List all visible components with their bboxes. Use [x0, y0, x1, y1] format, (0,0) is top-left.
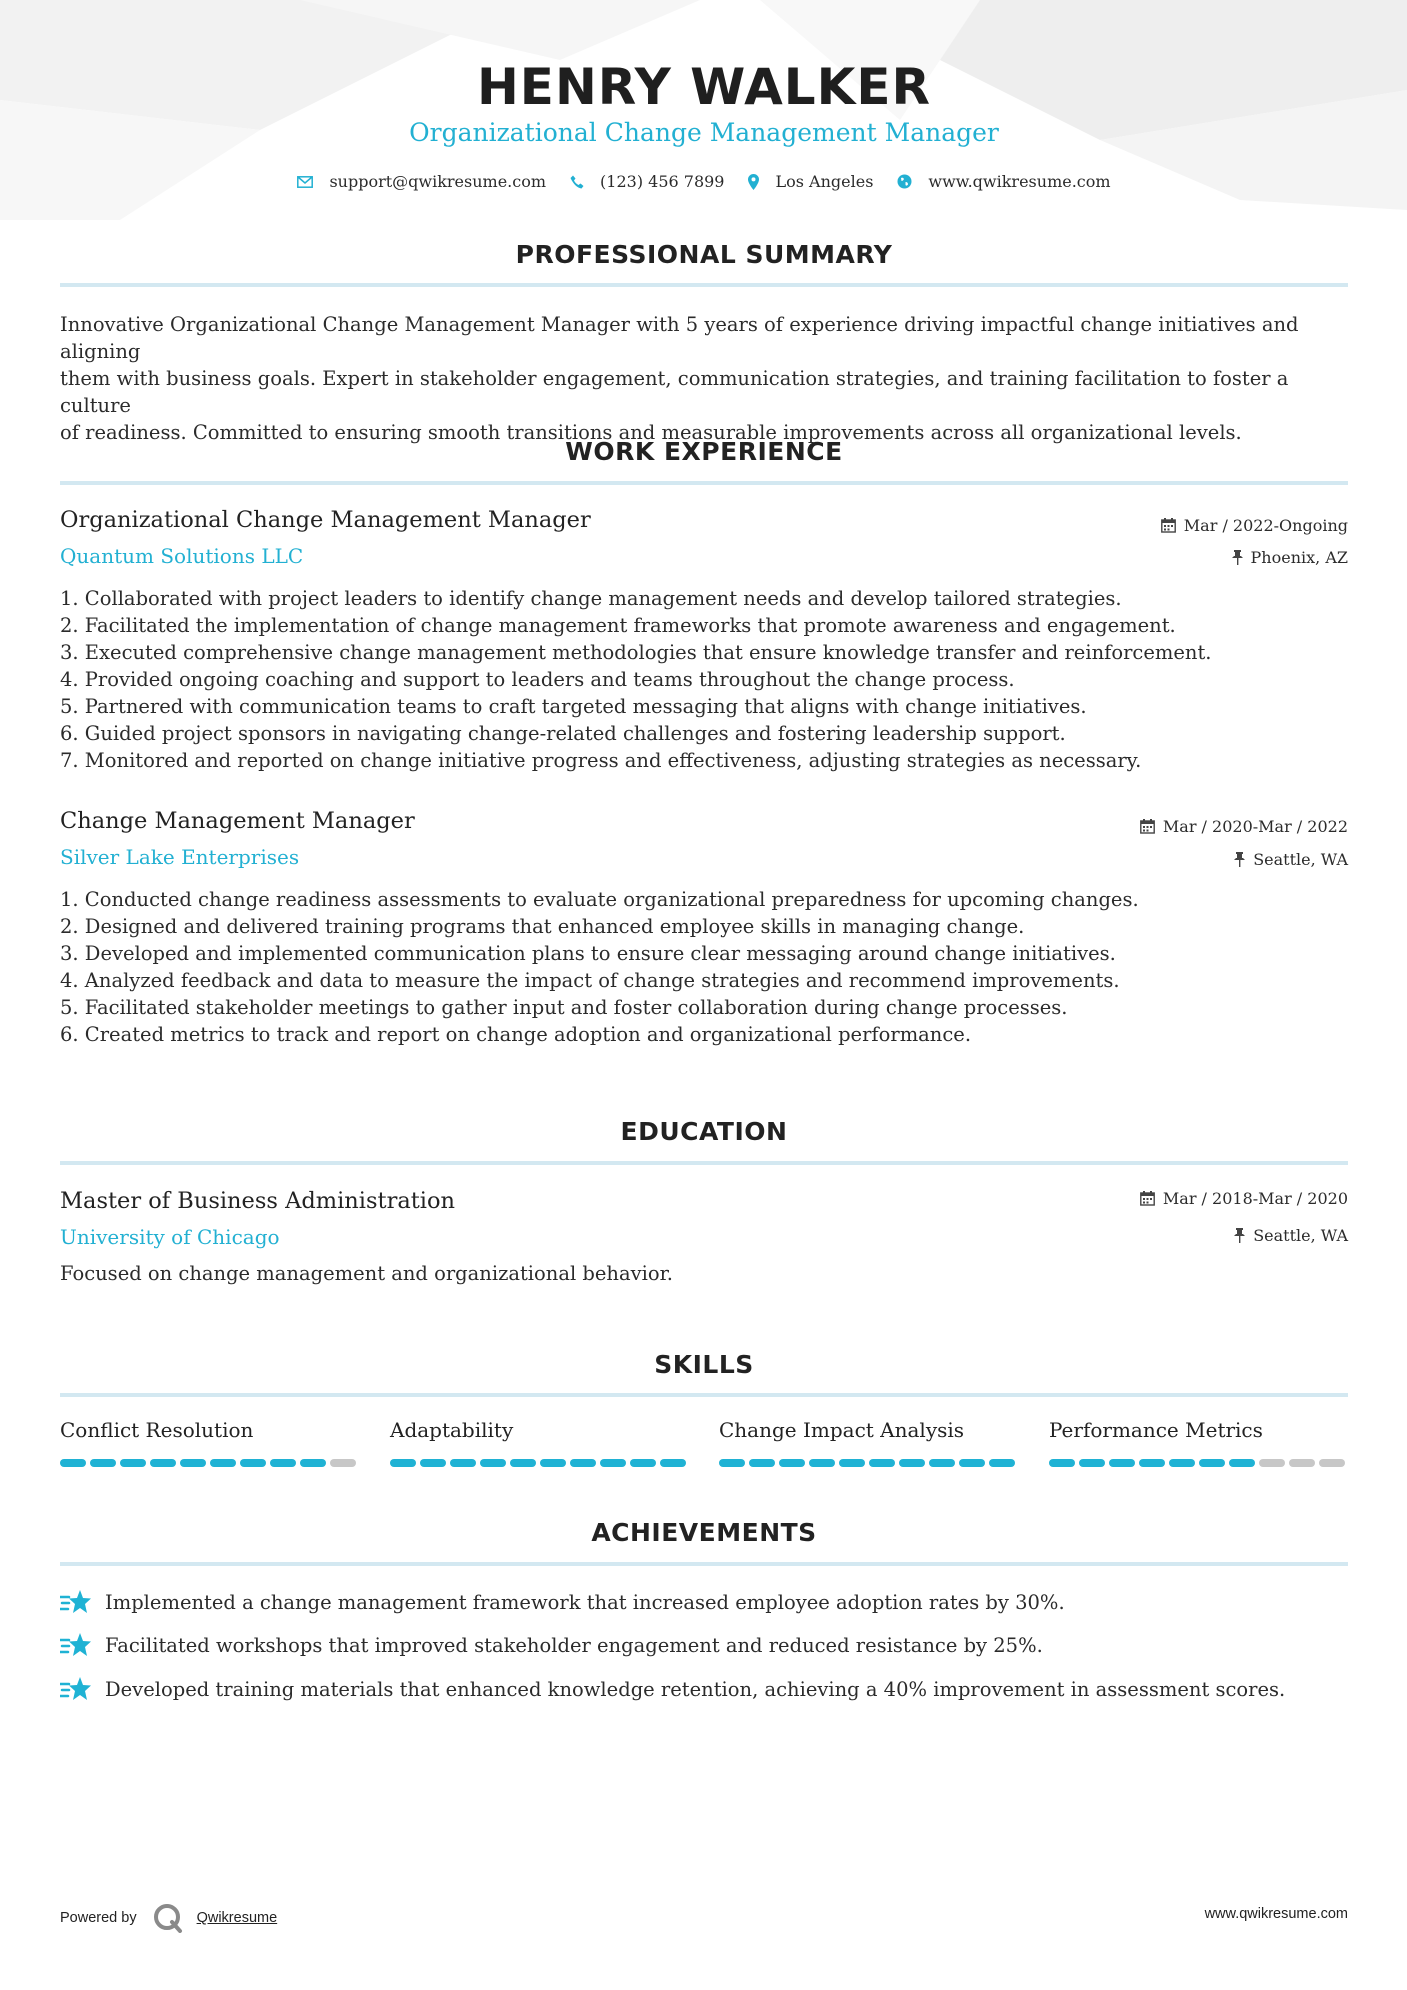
job-bullet: 4. Analyzed feedback and data to measure the impact of change strategies and recommend improvements. — [60, 969, 1120, 992]
skill-segment-filled — [60, 1459, 86, 1467]
shooting-star-icon — [60, 1676, 91, 1702]
job-location — [1232, 548, 1348, 567]
shooting-star-icon — [60, 1632, 91, 1658]
skill-rating-bar — [390, 1459, 690, 1467]
summary-heading: PROFESSIONAL SUMMARY — [515, 240, 893, 269]
skill-segment-filled — [899, 1459, 925, 1467]
phone-icon — [570, 175, 584, 189]
skill-item — [1049, 1418, 1349, 1467]
education-heading: EDUCATION — [620, 1117, 788, 1146]
skill-segment-filled — [90, 1459, 116, 1467]
job-bullet: 5. Facilitated stakeholder meetings to gather input and foster collaboration during change processes. — [60, 996, 1068, 1019]
skill-rating-bar — [60, 1459, 360, 1467]
contact-location — [748, 172, 873, 191]
degree-name: Master of Business Administration — [60, 1188, 456, 1214]
summary-line: of readiness. Committed to ensuring smooth transitions and measurable improvements across all organizational levels. — [60, 421, 1242, 444]
footer-powered-by — [60, 1903, 277, 1933]
job-bullet: 1. Conducted change readiness assessments to evaluate organizational preparedness for upcoming changes. — [60, 888, 1139, 911]
skill-segment-filled — [1169, 1459, 1195, 1467]
education-description: Focused on change management and organizational behavior. — [60, 1262, 673, 1285]
achievement-text: Facilitated workshops that improved stakeholder engagement and reduced resistance by 25%. — [105, 1633, 1043, 1657]
achievement-item — [60, 1676, 1285, 1702]
calendar-icon — [1140, 1191, 1155, 1206]
skill-segment-filled — [600, 1459, 626, 1467]
skill-segment-filled — [1229, 1459, 1255, 1467]
achievements-heading: ACHIEVEMENTS — [591, 1518, 817, 1547]
job-dates — [1140, 817, 1348, 836]
skill-segment-filled — [420, 1459, 446, 1467]
experience-heading: WORK EXPERIENCE — [565, 437, 843, 466]
skill-segment-filled — [1199, 1459, 1225, 1467]
job-bullet: 4. Provided ongoing coaching and support to leaders and teams throughout the change process. — [60, 668, 1015, 691]
skill-segment-filled — [510, 1459, 536, 1467]
job-location — [1234, 850, 1348, 869]
skill-segment-filled — [630, 1459, 656, 1467]
qwikresume-logo-icon — [153, 1903, 183, 1933]
job-bullet: 6. Guided project sponsors in navigating change-related challenges and fostering leadership support. — [60, 722, 1066, 745]
skill-segment-filled — [719, 1459, 745, 1467]
skill-segment-filled — [989, 1459, 1015, 1467]
education-dates-text: Mar / 2018-Mar / 2020 — [1162, 1189, 1348, 1208]
education-location-text: Seattle, WA — [1253, 1226, 1348, 1245]
job-bullet: 3. Developed and implemented communication plans to ensure clear messaging around change initiatives. — [60, 942, 1116, 965]
contact-phone[interactable] — [570, 172, 724, 191]
job-bullets — [60, 886, 1348, 1048]
summary-line: Innovative Organizational Change Management Manager with 5 years of experience driving impactful change initiatives and aligning — [60, 313, 1299, 363]
skill-segment-filled — [210, 1459, 236, 1467]
skill-segment-empty — [330, 1459, 356, 1467]
education-location — [1234, 1226, 1348, 1245]
skill-item — [390, 1418, 690, 1467]
job-bullet: 1. Collaborated with project leaders to identify change management needs and develop tailored strategies. — [60, 587, 1122, 610]
skills-divider — [60, 1393, 1348, 1397]
contact-email[interactable] — [297, 172, 546, 191]
pushpin-icon — [1234, 1228, 1245, 1243]
skill-segment-filled — [1139, 1459, 1165, 1467]
skill-segment-filled — [570, 1459, 596, 1467]
skill-segment-filled — [1049, 1459, 1075, 1467]
skill-segment-filled — [390, 1459, 416, 1467]
skill-segment-empty — [1319, 1459, 1345, 1467]
skill-segment-filled — [959, 1459, 985, 1467]
job-title: Change Management Manager — [60, 808, 415, 834]
calendar-icon — [1140, 819, 1155, 834]
achievement-text: Implemented a change management framework that increased employee adoption rates by 30%. — [105, 1590, 1065, 1614]
job-bullet: 2. Facilitated the implementation of change management frameworks that promote awareness and engagement. — [60, 614, 1176, 637]
achievements-divider — [60, 1562, 1348, 1566]
skill-segment-filled — [150, 1459, 176, 1467]
skill-segment-filled — [480, 1459, 506, 1467]
skill-segment-filled — [270, 1459, 296, 1467]
footer-website[interactable]: www.qwikresume.com — [1204, 1906, 1348, 1922]
job-location-text: Seattle, WA — [1253, 850, 1348, 869]
skill-item — [60, 1418, 360, 1467]
company-name: Quantum Solutions LLC — [60, 544, 304, 568]
education-dates — [1140, 1189, 1348, 1208]
achievement-text: Developed training materials that enhanced knowledge retention, achieving a 40% improvement in assessment scores. — [105, 1677, 1286, 1701]
qwikresume-link[interactable]: Qwikresume — [196, 1910, 278, 1926]
map-pin-icon — [748, 174, 759, 190]
skill-segment-filled — [779, 1459, 805, 1467]
job-bullets — [60, 585, 1348, 774]
contact-location-text: Los Angeles — [775, 172, 874, 191]
skill-segment-filled — [450, 1459, 476, 1467]
pushpin-icon — [1234, 852, 1245, 867]
job-bullet: 3. Executed comprehensive change management methodologies that ensure knowledge transfer and reinforcement. — [60, 641, 1212, 664]
skill-rating-bar — [1049, 1459, 1349, 1467]
job-dates — [1161, 516, 1348, 535]
skill-name: Conflict Resolution — [60, 1418, 254, 1442]
skill-name: Change Impact Analysis — [719, 1418, 965, 1442]
summary-divider — [60, 283, 1348, 287]
skill-name: Performance Metrics — [1049, 1418, 1263, 1442]
school-name: University of Chicago — [60, 1225, 280, 1249]
shooting-star-icon — [60, 1589, 91, 1615]
job-bullet: 6. Created metrics to track and report on change adoption and organizational performance. — [60, 1023, 972, 1046]
summary-text — [60, 311, 1348, 446]
job-dates-text: Mar / 2020-Mar / 2022 — [1162, 817, 1348, 836]
skill-segment-filled — [660, 1459, 686, 1467]
skill-segment-filled — [120, 1459, 146, 1467]
contact-bar — [60, 172, 1348, 191]
candidate-name: HENRY WALKER — [476, 58, 932, 116]
skill-segment-filled — [869, 1459, 895, 1467]
contact-website-text: www.qwikresume.com — [928, 172, 1111, 191]
calendar-icon — [1161, 518, 1176, 533]
skill-segment-filled — [749, 1459, 775, 1467]
skill-segment-filled — [300, 1459, 326, 1467]
skill-segment-filled — [180, 1459, 206, 1467]
job-dates-text: Mar / 2022-Ongoing — [1183, 516, 1348, 535]
job-location-text: Phoenix, AZ — [1250, 548, 1348, 567]
education-divider — [60, 1161, 1348, 1165]
job-title: Organizational Change Management Manager — [60, 507, 591, 533]
pushpin-icon — [1232, 550, 1243, 565]
experience-divider — [60, 481, 1348, 485]
skill-segment-filled — [1079, 1459, 1105, 1467]
skill-segment-empty — [1259, 1459, 1285, 1467]
globe-icon — [897, 174, 912, 189]
skill-segment-filled — [839, 1459, 865, 1467]
achievement-item — [60, 1632, 1043, 1658]
skill-segment-empty — [1289, 1459, 1315, 1467]
contact-website[interactable] — [897, 172, 1110, 191]
skill-item — [719, 1418, 1019, 1467]
summary-line: them with business goals. Expert in stakeholder engagement, communication strategies, and training facilitation to foster a culture — [60, 367, 1289, 417]
skill-name: Adaptability — [390, 1418, 514, 1442]
job-bullet: 7. Monitored and reported on change initiative progress and effectiveness, adjusting strategies as necessary. — [60, 749, 1142, 772]
skill-rating-bar — [719, 1459, 1019, 1467]
job-bullet: 5. Partnered with communication teams to craft targeted messaging that aligns with change initiatives. — [60, 695, 1087, 718]
contact-phone-text: (123) 456 7899 — [600, 172, 725, 191]
skill-segment-filled — [540, 1459, 566, 1467]
candidate-title: Organizational Change Management Manager — [409, 118, 999, 147]
skill-segment-filled — [809, 1459, 835, 1467]
skill-segment-filled — [240, 1459, 266, 1467]
skill-segment-filled — [929, 1459, 955, 1467]
envelope-icon — [297, 176, 313, 188]
job-bullet: 2. Designed and delivered training programs that enhanced employee skills in managing change. — [60, 915, 1025, 938]
powered-by-label: Powered by — [60, 1910, 137, 1926]
achievement-item — [60, 1589, 1065, 1615]
company-name: Silver Lake Enterprises — [60, 845, 300, 869]
skill-segment-filled — [1109, 1459, 1135, 1467]
contact-email-text: support@qwikresume.com — [329, 172, 547, 191]
skills-heading: SKILLS — [654, 1350, 754, 1379]
